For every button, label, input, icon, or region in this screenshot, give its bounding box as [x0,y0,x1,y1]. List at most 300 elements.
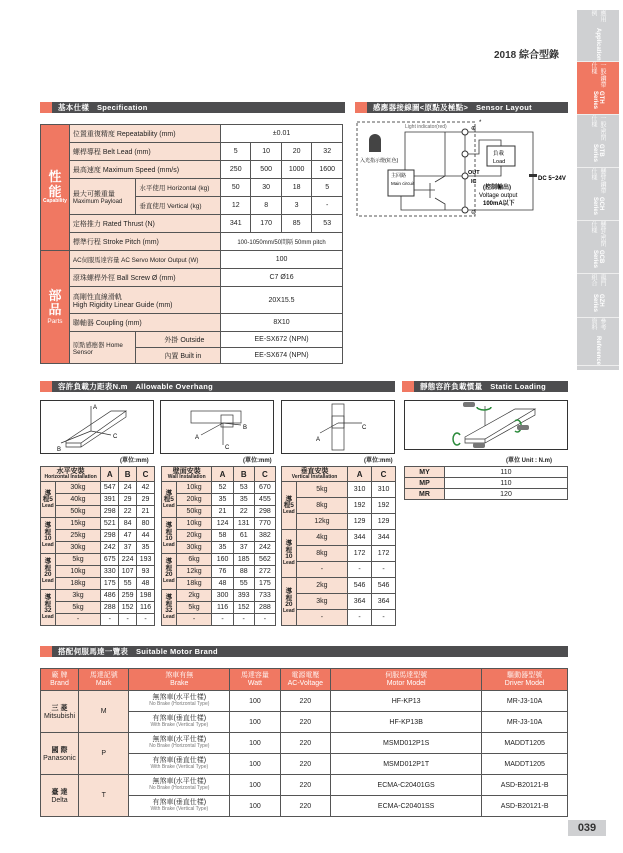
tab-en: GCH Series [592,197,604,216]
load-en: Load [493,159,506,165]
load-cell: 30kg [176,542,212,554]
value-cell: 298 [101,506,119,518]
value-cell: 288 [101,602,119,614]
tab-en: GZH Series [592,294,604,313]
motor-model-cell: MSMD012P1T [331,754,482,775]
star-mark: * [479,120,482,126]
builtin-value: EE-SX674 (NPN) [221,348,343,364]
value-cell: 29 [137,494,155,506]
driver-model-cell: ASD-B20121-B [482,796,568,817]
value-cell: 185 [233,554,254,566]
dc-label: DC 5~24V [538,176,566,182]
lamp-icon [369,134,381,152]
load-cell: 50kg [55,506,101,518]
svg-text:B: B [243,425,248,431]
value: 341 [221,215,251,233]
value-cell: 300 [212,590,233,602]
lead-label: 導程5 Lead [282,482,297,530]
table-row [41,518,155,530]
horizontal-diagram [40,400,154,454]
value-cell: 22 [119,506,137,518]
brand-cell: 國 際 Panasonic [41,733,79,775]
control-output-label: (控制輸出) [483,185,511,191]
driver-model-cell: MADDT1205 [482,733,568,754]
voltage-cell: 220 [280,712,330,733]
lead-label: 導程5 Lead [162,482,177,518]
brake-cell: 無煞車(水平仕樣) No Brake (Horizontal Type) [129,775,230,796]
value-cell: - [348,610,372,626]
table-row [162,530,276,542]
moment-value: 110 [445,478,568,489]
value-cell: 88 [233,566,254,578]
value-cell: 224 [119,554,137,566]
brake-cell: 無煞車(水平仕樣) No Brake (Horizontal Type) [129,733,230,754]
load-cell: 5kg [176,602,212,614]
column-header: 伺服馬達型號 Motor Model [331,669,482,691]
watt-cell: 100 [230,796,280,817]
value-cell: 272 [254,566,275,578]
load-cell: 15kg [55,518,101,530]
value-cell: 455 [254,494,275,506]
value-cell: 84 [119,518,137,530]
moment-label: MP [405,478,445,489]
value-cell: 521 [101,518,119,530]
tab-zh: 懸臂/鋼帶仕樣 [590,168,605,194]
value-cell: 330 [101,566,119,578]
moment-value: 120 [445,489,568,500]
lead-label: 導程10 Lead [162,518,177,554]
tab-zh: 龍門組合 [590,274,605,286]
table-row [162,566,276,578]
value-cell: 310 [372,482,396,498]
spec-header: 基本仕樣 Specification [40,102,345,113]
svg-text:A: A [316,437,321,443]
value-cell: 670 [254,482,275,494]
light-indicator-label: Light indicator(red) [405,124,447,130]
voltage-cell: 220 [280,733,330,754]
repeatability-value: ±0.01 [221,125,343,143]
value: 32 [312,143,343,161]
load-cell: 4kg [296,530,347,546]
load-cell: - [296,610,347,626]
repeatability-label: 位置重復精度 Repeatability (mm) [69,125,220,143]
brake-cell: 有煞車(垂直仕樣) With Brake (Vertical Type) [129,712,230,733]
load-cell: 6kg [176,554,212,566]
lead-label: 螺桿導程 Belt Lead (mm) [69,143,220,161]
value: 1000 [281,161,312,179]
sidebar-tab[interactable] [577,318,619,366]
payload-label: 最大可搬重量 Maximum Payload [69,179,135,215]
column-header: 煞車有無 Brake [129,669,230,691]
value-cell: - [372,610,396,626]
rotation-arrow-icon [477,407,491,410]
motor-model-cell: ECMA-C20401SS [331,796,482,817]
table-row [405,467,568,478]
load-cell: 10kg [176,518,212,530]
value-cell: 242 [254,542,275,554]
outside-value: EE-SX672 (NPN) [221,332,343,348]
static-loading-diagram [404,400,568,450]
tab-zh: 參考資料 [590,318,605,330]
value-cell: 22 [233,506,254,518]
load-cell: 20kg [176,530,212,542]
sidebar-tab[interactable] [577,115,619,168]
value-cell: 129 [348,514,372,530]
sensor-wiring-diagram [355,116,568,218]
value-cell: 124 [212,518,233,530]
value: 30 [251,179,281,197]
table-row [162,494,276,506]
load-cell: 5kg [55,602,101,614]
lamp-label: 入光指示燈(紅色) [360,158,399,164]
table-row [282,610,396,626]
tab-zh: 一般/密閉仕樣 [590,115,605,141]
value-cell: 131 [233,518,254,530]
brake-cell: 有煞車(垂直仕樣) With Brake (Vertical Type) [129,796,230,817]
value-cell: 546 [372,578,396,594]
value-cell: 29 [119,494,137,506]
mark-cell: M [79,691,129,733]
value-cell: 24 [119,482,137,494]
coupling-label: 聯軸器 Coupling (mm) [69,314,220,332]
value-cell: - [254,614,275,626]
table-row [41,578,155,590]
table-row [405,478,568,489]
column-header: 電源電壓 AC-Voltage [280,669,330,691]
value-cell: 344 [348,530,372,546]
value: 5 [312,179,343,197]
motor-model-cell: ECMA-C20401GS [331,775,482,796]
load-cell: 40kg [55,494,101,506]
motor-brand-table [40,668,568,817]
table-row [282,594,396,610]
value-cell: 107 [119,566,137,578]
motor-model-cell: HF-KP13B [331,712,482,733]
table-row [162,578,276,590]
svg-text:C: C [362,425,367,431]
motor-model-cell: MSMD012P1S [331,733,482,754]
value-cell: 35 [212,494,233,506]
watt-cell: 100 [230,691,280,712]
motor-model-cell: HF-KP13 [331,691,482,712]
thrust-label: 定格推力 Rated Thrust (N) [69,215,220,233]
minus-terminal: ⊖ [471,210,477,216]
load-label: 負載 [493,151,505,157]
table-row [162,482,276,494]
column-header: A [212,467,233,482]
brand-cell: 三 菱 Mitsubishi [41,691,79,733]
column-header: B [119,467,137,482]
watt-cell: 100 [230,733,280,754]
load-cell: 8kg [296,546,347,562]
driver-model-cell: MR-J3-10A [482,712,568,733]
home-sensor-label: 原點感應器 Home Sensor [69,332,135,364]
plus-terminal: ⊕ [471,126,477,132]
tab-en: Reference [595,335,601,365]
value: 170 [251,215,281,233]
brake-cell: 有煞車(垂直仕樣) With Brake (Vertical Type) [129,754,230,775]
spec-table [40,124,343,364]
column-header: A [101,467,119,482]
table-row [41,506,155,518]
outside-label: 外掛 Outside [136,332,221,348]
value-cell: 48 [212,578,233,590]
column-header: A [348,467,372,482]
wall-diagram [160,400,274,454]
column-header: C [254,467,275,482]
load-cell: 30kg [55,542,101,554]
value-cell: 53 [233,482,254,494]
value-cell: 298 [254,506,275,518]
table-row [282,530,396,546]
unit-label: (單位:mm) [364,458,393,464]
stroke-label: 標準行程 Stroke Pitch (mm) [69,233,220,251]
table-row [162,614,276,626]
mark-cell: T [79,775,129,817]
value-cell: - [348,562,372,578]
moment-label: MY [405,467,445,478]
watt-cell: 100 [230,775,280,796]
table-row [41,775,568,796]
value-cell: 310 [348,482,372,498]
load-cell: 5kg [55,554,101,566]
moment-label: MR [405,489,445,500]
category-capability: 性能 Capability [41,125,70,251]
value-cell: 55 [233,578,254,590]
value-cell: 562 [254,554,275,566]
speed-label: 最高速度 Maximum Speed (mm/s) [69,161,220,179]
value-cell: 382 [254,530,275,542]
ball-screw-value: C7 Ø16 [221,269,343,287]
mark-cell: P [79,733,129,775]
svg-text:B: B [57,447,62,453]
column-header: 驅動器型號 Driver Model [482,669,568,691]
table-row [41,566,155,578]
value-cell: - [372,562,396,578]
value-cell: 364 [348,594,372,610]
coupling-value: 8X10 [221,314,343,332]
table-row [41,602,155,614]
value-cell: 35 [137,542,155,554]
tab-zh: 懸臂/密閉仕樣 [590,221,605,247]
value-cell: - [233,614,254,626]
table-row [41,554,155,566]
load-cell: 3kg [55,590,101,602]
value-cell: 55 [119,578,137,590]
sidebar-tab[interactable] [577,221,619,274]
table-row [162,518,276,530]
table-row [282,562,396,578]
static-loading-table [404,466,568,500]
value: 20 [281,143,312,161]
value-cell: 546 [348,578,372,594]
main-circuit-label: 主回路 [391,173,407,179]
value-cell: 192 [372,498,396,514]
ball-screw-label: 滾珠螺桿外徑 Ball Screw Ø (mm) [69,269,220,287]
value-cell: 344 [372,530,396,546]
horizontal-label: 水平使用 Horizontal (kg) [136,179,221,197]
value-cell: 116 [212,602,233,614]
install-type: 壁面安裝 Wall Installation [162,467,212,482]
value-cell: 116 [137,602,155,614]
load-cell: - [296,562,347,578]
value-cell: - [212,614,233,626]
unit-label: (單位:mm) [243,458,272,464]
value-cell: 675 [101,554,119,566]
table-row [405,489,568,500]
load-cell: 5kg [296,482,347,498]
load-cell: 3kg [296,594,347,610]
driver-model-cell: ASD-B20121-B [482,775,568,796]
overhang-table [281,466,396,626]
out-label: OUT [468,170,480,176]
table-row [41,691,568,712]
value-cell: 37 [233,542,254,554]
value-cell: 391 [101,494,119,506]
table-row [41,494,155,506]
value-cell: 160 [212,554,233,566]
table-row [162,602,276,614]
motor-brand-header: 搭配伺服馬達一覽表 Suitable Motor Brand [40,646,568,657]
tab-en: Application [595,28,601,61]
value-cell: 152 [119,602,137,614]
value-cell: 288 [254,602,275,614]
value: 85 [281,215,312,233]
value: 5 [221,143,251,161]
lead-label: 導程5 Lead [41,482,56,518]
value-cell: 21 [212,506,233,518]
sidebar-tab[interactable] [577,62,619,115]
load-cell: - [176,614,212,626]
table-row [162,506,276,518]
lead-label: 導程10 Lead [282,530,297,578]
table-row [41,530,155,542]
builtin-label: 內置 Built in [136,348,221,364]
load-cell: 12kg [296,514,347,530]
unit-label: (單位:mm) [120,458,149,464]
value: 500 [251,161,281,179]
guide-value: 20X15.5 [221,287,343,314]
column-header: 馬達記號 Mark [79,669,129,691]
table-row [162,542,276,554]
voltage-cell: 220 [280,691,330,712]
load-cell: - [55,614,101,626]
value: 18 [281,179,312,197]
load-cell: 10kg [176,482,212,494]
motor-output-label: AC伺服馬達容量 AC Servo Motor Output (W) [69,251,220,269]
watt-cell: 100 [230,712,280,733]
value: 12 [221,197,251,215]
svg-text:A: A [195,435,200,441]
vertical-diagram [281,400,395,454]
load-cell: 50kg [176,506,212,518]
guide-label: 高剛性直線滑軌 High Rigidity Linear Guide (mm) [69,287,220,314]
value-cell: 393 [233,590,254,602]
tab-en: GTH Series [592,91,604,110]
value-cell: 770 [254,518,275,530]
page-number: 039 [568,820,606,836]
value-cell: 21 [137,506,155,518]
value: 8 [251,197,281,215]
overhang-header: 容許負載力距表N.m Allowable Overhang [40,381,395,392]
column-header: C [137,467,155,482]
value: - [312,197,343,215]
lead-label: 導程32 Lead [41,590,56,626]
sidebar-tab[interactable] [577,10,619,62]
load-cell: 8kg [296,498,347,514]
voltage-cell: 220 [280,775,330,796]
tab-en: GTB Series [592,144,604,163]
value-cell: 80 [137,518,155,530]
driver-model-cell: MR-J3-10A [482,691,568,712]
column-header: B [233,467,254,482]
svg-text:C: C [225,445,230,451]
voltage-cell: 220 [280,796,330,817]
svg-text:C: C [113,434,118,440]
current-label: 100mA以下 [483,201,515,207]
main-circuit-en: Main circuit [391,181,415,186]
sidebar-tab[interactable] [577,168,619,221]
value-cell: 198 [137,590,155,602]
value-cell: 52 [212,482,233,494]
value: 1600 [312,161,343,179]
value-cell: 35 [212,542,233,554]
load-cell: 2kg [296,578,347,594]
value-cell: 93 [137,566,155,578]
load-cell: 30kg [55,482,101,494]
lead-label: 導程10 Lead [41,518,56,554]
value: 3 [281,197,312,215]
value: 250 [221,161,251,179]
table-row [162,590,276,602]
lead-label: 導程32 Lead [162,590,177,626]
column-header: 馬達容量 Watt [230,669,280,691]
sensor-layout-header: 感應器接線圖<原點及極點> Sensor Layout [355,102,568,113]
value-cell: 486 [101,590,119,602]
value-cell: 37 [119,542,137,554]
overhang-table [40,466,155,626]
ic-label: IC [471,179,477,185]
value-cell: 172 [372,546,396,562]
overhang-table [161,466,276,626]
value-cell: - [119,614,137,626]
value-cell: 259 [119,590,137,602]
install-type: 水平安裝 Horizontal Installation [41,467,101,482]
value-cell: 193 [137,554,155,566]
voltage-cell: 220 [280,754,330,775]
load-cell: 2kg [176,590,212,602]
value-cell: 175 [101,578,119,590]
sidebar-tab[interactable] [577,274,619,318]
value-cell: 42 [137,482,155,494]
motor-output-value: 100 [221,251,343,269]
table-row [162,554,276,566]
table-row [41,482,155,494]
lead-label: 導程20 Lead [41,554,56,590]
table-row [282,498,396,514]
install-type: 垂直安裝 Vertical Installation [282,467,348,482]
value-cell: 129 [372,514,396,530]
value-cell: 298 [101,530,119,542]
value-cell: 175 [254,578,275,590]
column-header: C [372,467,396,482]
vertical-label: 垂直使用 Vertical (kg) [136,197,221,215]
load-cell: 10kg [55,566,101,578]
rotation-arrow-icon [453,433,460,445]
voltage-output-label: Voltage output [479,193,518,199]
table-row [41,733,568,754]
table-row [282,578,396,594]
